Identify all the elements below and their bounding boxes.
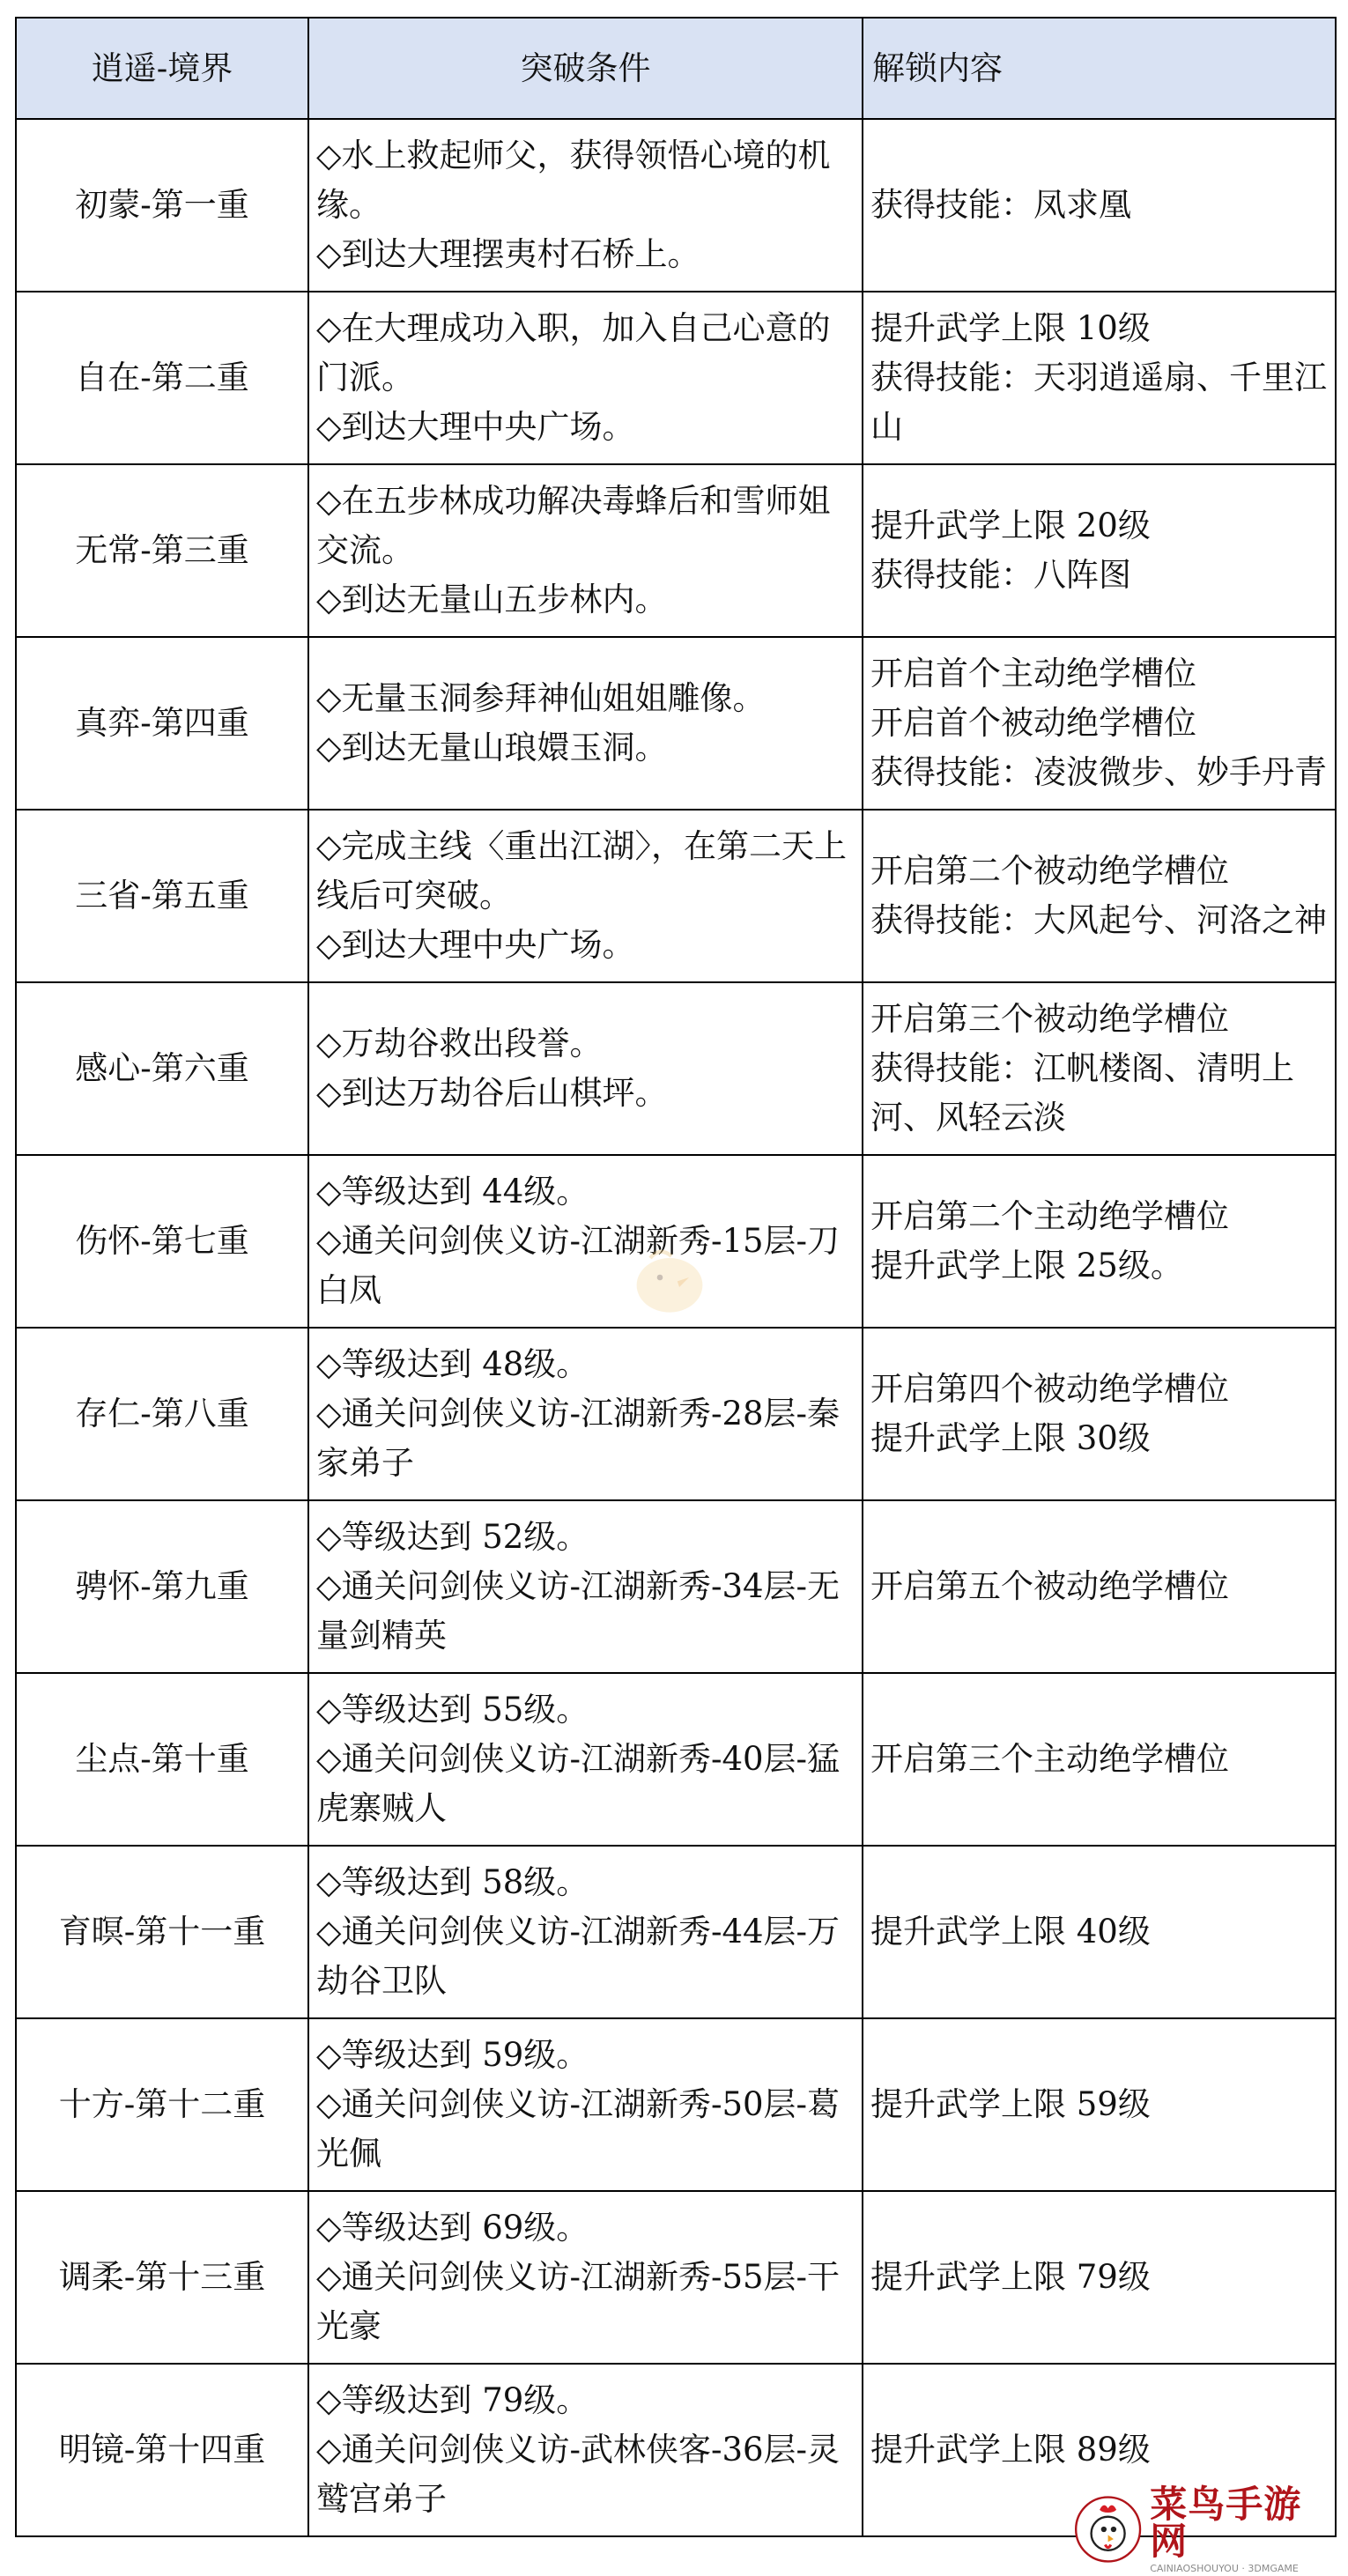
condition-cell: ◇等级达到 79级。 ◇通关问剑侠义访-武林侠客-36层-灵鹫宫弟子 bbox=[308, 2364, 863, 2536]
realm-cell: 存仁-第八重 bbox=[16, 1328, 308, 1500]
unlock-cell: 获得技能：凤求凰 bbox=[863, 119, 1336, 292]
rooster-logo-icon bbox=[1073, 2494, 1143, 2565]
realm-cell: 尘点-第十重 bbox=[16, 1673, 308, 1846]
site-logo bbox=[1073, 2482, 1337, 2574]
condition-cell: ◇等级达到 52级。 ◇通关问剑侠义访-江湖新秀-34层-无量剑精英 bbox=[308, 1500, 863, 1673]
unlock-cell: 开启第四个被动绝学槽位 提升武学上限 30级 bbox=[863, 1328, 1336, 1500]
unlock-cell: 开启第三个被动绝学槽位 获得技能：江帆楼阁、清明上河、风轻云淡 bbox=[863, 982, 1336, 1155]
condition-cell: ◇等级达到 69级。 ◇通关问剑侠义访-江湖新秀-55层-干光豪 bbox=[308, 2191, 863, 2364]
header-condition: 突破条件 bbox=[308, 18, 863, 119]
condition-cell: ◇等级达到 48级。 ◇通关问剑侠义访-江湖新秀-28层-秦家弟子 bbox=[308, 1328, 863, 1500]
realm-cell: 调柔-第十三重 bbox=[16, 2191, 308, 2364]
condition-cell: ◇完成主线〈重出江湖〉，在第二天上线后可突破。 ◇到达大理中央广场。 bbox=[308, 810, 863, 982]
unlock-cell: 开启第三个主动绝学槽位 bbox=[863, 1673, 1336, 1846]
table-row bbox=[16, 1846, 1336, 2018]
unlock-cell: 提升武学上限 59级 bbox=[863, 2018, 1336, 2191]
table-row bbox=[16, 119, 1336, 292]
realm-cell: 三省-第五重 bbox=[16, 810, 308, 982]
table-row bbox=[16, 637, 1336, 810]
unlock-cell: 提升武学上限 40级 bbox=[863, 1846, 1336, 2018]
realm-cell: 伤怀-第七重 bbox=[16, 1155, 308, 1328]
table-row bbox=[16, 464, 1336, 637]
realm-cell: 真弈-第四重 bbox=[16, 637, 308, 810]
unlock-cell: 提升武学上限 10级 获得技能：天羽逍遥扇、千里江山 bbox=[863, 292, 1336, 464]
condition-cell: ◇等级达到 44级。 ◇通关问剑侠义访-江湖新秀-15层-刀白凤 bbox=[308, 1155, 863, 1328]
condition-cell: ◇在大理成功入职，加入自己心意的门派。 ◇到达大理中央广场。 bbox=[308, 292, 863, 464]
realm-cell: 感心-第六重 bbox=[16, 982, 308, 1155]
brand-text bbox=[1150, 2482, 1337, 2574]
condition-cell: ◇在五步林成功解决毒蜂后和雪师姐交流。 ◇到达无量山五步林内。 bbox=[308, 464, 863, 637]
header-unlock: 解锁内容 bbox=[863, 18, 1336, 119]
condition-cell: ◇等级达到 59级。 ◇通关问剑侠义访-江湖新秀-50层-葛光佩 bbox=[308, 2018, 863, 2191]
table-row bbox=[16, 1328, 1336, 1500]
table-row bbox=[16, 1673, 1336, 1846]
brand-subtitle: CAINIAOSHOUYOU · 3DMGAME bbox=[1150, 2562, 1299, 2574]
condition-cell: ◇等级达到 58级。 ◇通关问剑侠义访-江湖新秀-44层-万劫谷卫队 bbox=[308, 1846, 863, 2018]
condition-cell: ◇水上救起师父，获得领悟心境的机缘。 ◇到达大理摆夷村石桥上。 bbox=[308, 119, 863, 292]
table-row bbox=[16, 292, 1336, 464]
table-row bbox=[16, 982, 1336, 1155]
condition-cell: ◇等级达到 55级。 ◇通关问剑侠义访-江湖新秀-40层-猛虎寨贼人 bbox=[308, 1673, 863, 1846]
table-row bbox=[16, 1155, 1336, 1328]
table-body bbox=[16, 119, 1336, 2536]
unlock-cell: 提升武学上限 79级 bbox=[863, 2191, 1336, 2364]
header-realm: 逍遥-境界 bbox=[16, 18, 308, 119]
breakthrough-table-container bbox=[15, 17, 1335, 2537]
table-row bbox=[16, 810, 1336, 982]
realm-cell: 骋怀-第九重 bbox=[16, 1500, 308, 1673]
condition-cell: ◇无量玉洞参拜神仙姐姐雕像。 ◇到达无量山琅嬛玉洞。 bbox=[308, 637, 863, 810]
realm-cell: 明镜-第十四重 bbox=[16, 2364, 308, 2536]
realm-cell: 无常-第三重 bbox=[16, 464, 308, 637]
unlock-cell: 提升武学上限 20级 获得技能：八阵图 bbox=[863, 464, 1336, 637]
table-row bbox=[16, 1500, 1336, 1673]
realm-cell: 十方-第十二重 bbox=[16, 2018, 308, 2191]
unlock-cell: 开启第五个被动绝学槽位 bbox=[863, 1500, 1336, 1673]
breakthrough-table bbox=[15, 17, 1337, 2537]
unlock-cell: 开启第二个被动绝学槽位 获得技能：大风起兮、河洛之神 bbox=[863, 810, 1336, 982]
table-header-row bbox=[16, 18, 1336, 119]
condition-cell: ◇万劫谷救出段誉。 ◇到达万劫谷后山棋坪。 bbox=[308, 982, 863, 1155]
unlock-cell: 提升武学上限 89级 bbox=[863, 2364, 1336, 2536]
table-row bbox=[16, 2018, 1336, 2191]
table-row bbox=[16, 2191, 1336, 2364]
unlock-cell: 开启首个主动绝学槽位 开启首个被动绝学槽位 获得技能：凌波微步、妙手丹青 bbox=[863, 637, 1336, 810]
realm-cell: 自在-第二重 bbox=[16, 292, 308, 464]
unlock-cell: 开启第二个主动绝学槽位 提升武学上限 25级。 bbox=[863, 1155, 1336, 1328]
realm-cell: 育暝-第十一重 bbox=[16, 1846, 308, 2018]
realm-cell: 初蒙-第一重 bbox=[16, 119, 308, 292]
brand-name: 菜鸟手游网 bbox=[1150, 2482, 1302, 2563]
